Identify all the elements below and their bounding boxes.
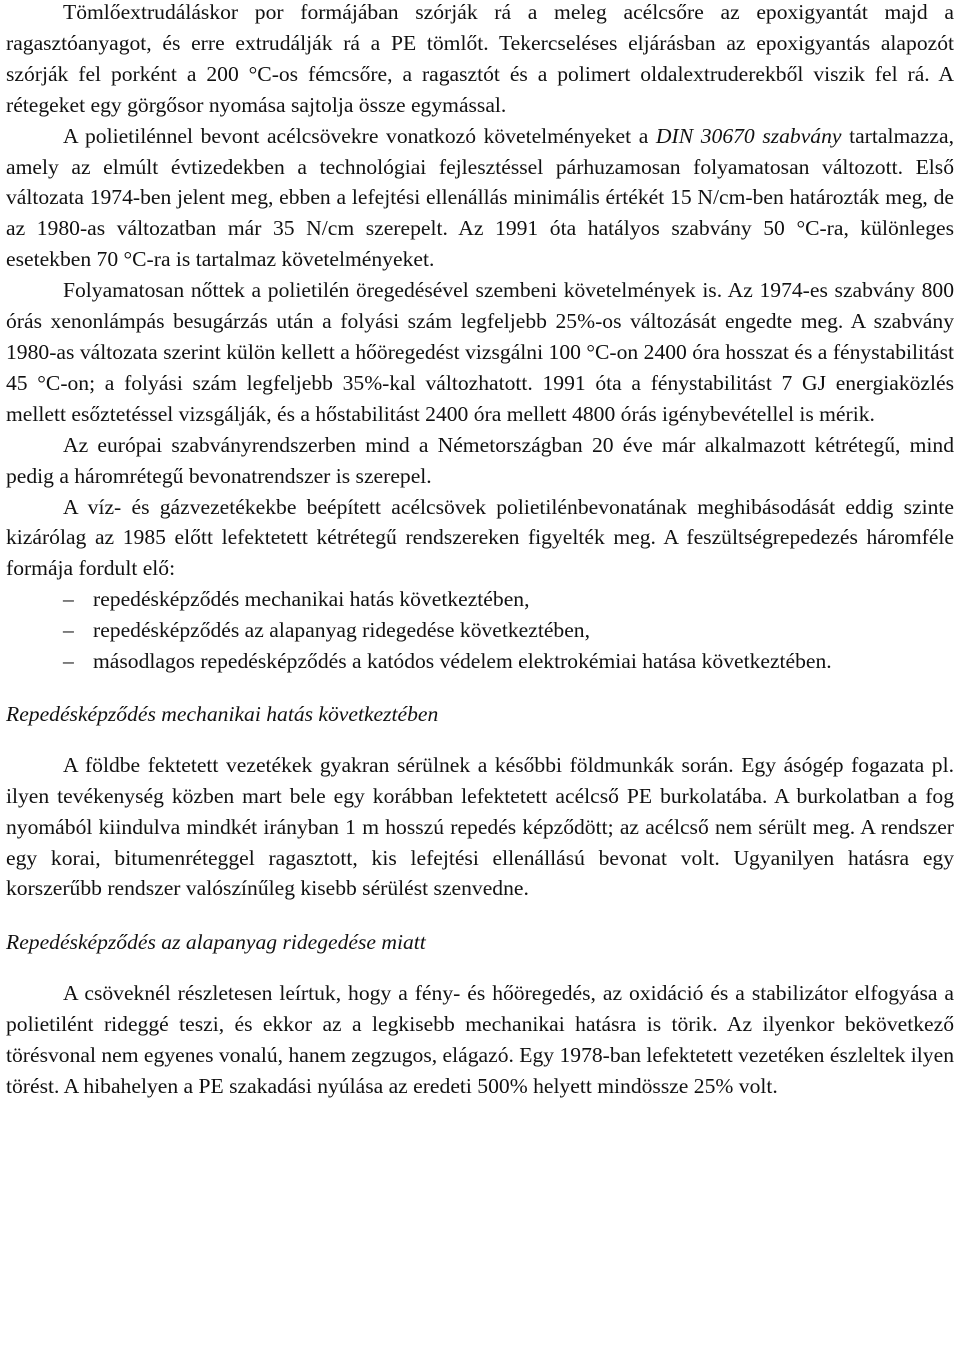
- dash-bullet: –: [63, 649, 74, 674]
- section-heading-embrittlement: Repedésképződés az alapanyag ridegedése miatt: [6, 930, 426, 955]
- section-heading-mechanical: Repedésképződés mechanikai hatás következtében: [6, 701, 439, 726]
- list-item-text: repedésképződés az alapanyag ridegedése következtében,: [93, 618, 590, 643]
- dash-bullet: –: [63, 587, 74, 612]
- paragraph-embrittlement: A csöveknél részletesen leírtuk, hogy a fény- és hőöregedés, az oxidáció és a stabilizátor elfogyása a polietilént rideggé teszi, és ekkor az a legkisebb mechanikai hatásra is törik. Az ilyenkor bekövetkező törésvonal nem egyenes vonalú, hanem zegzugos, elágazó. Egy 1978-ban lefektetett vezetéken észleltek ilyen törést. A hibahelyen a PE szakadási nyúlása az eredeti 500% helyett mindössze 25% volt.: [6, 981, 954, 1098]
- paragraph-failures: A víz- és gázvezetékekbe beépített acélcsövek polietilénbevonatának meghibásodását eddig szinte kizárólag az 1985 előtt lefektetett kétrétegű rendszereken figyelték meg. A feszültségrepedezés háromféle formája fordult elő:: [6, 494, 954, 581]
- paragraph-mechanical-damage: A földbe fektetett vezetékek gyakran sérülnek a későbbi földmunkák során. Egy ásógép fogazata pl. ilyen tevékenység közben mart bele egy korábban lefektetett acélcső PE burkolatába. A burkolatban a fog nyomából kiindulva mindkét irányban 1 m hosszú repedés képződött; az acélcső nem sérült meg. A rendszer egy korai, bitumenréteggel ragasztott, kis lefejtési ellenállású bevonat volt. Ugyanilyen hatásra egy korszerűbb rendszer valószínűleg kisebb sérülést szenvedne.: [6, 752, 954, 901]
- paragraph-din-standard: [6, 121, 954, 276]
- dash-bullet: –: [63, 618, 74, 643]
- paragraph-aging-requirements: Folyamatosan nőttek a polietilén öregedésével szembeni követelmények is. Az 1974-es szabvány 800 órás xenonlámpás besugárzás után a folyási szám legfeljebb 25%-os változását engedte meg. A szabvány 1980-as változata szerint külön kellett a hőöregedést vizsgálni 100 °C-on 2400 óra hosszat és a fénystabilitást 45 °C-on; a folyási szám legfeljebb 35%-kal változhatott. 1991 óta a fénystabilitást 7 GJ energiaközlés mellett esőztetéssel vizsgálják, és a hőstabilitást 2400 óra mellett 4800 órás igénybevétellel is mérik.: [6, 278, 954, 426]
- din-standard-name: DIN 30670 szabvány: [655, 123, 842, 148]
- din-body-text: tartalmazza, amely az elmúlt évtizedekben a technológiai fejlesztéssel párhuzamosan folyamatosan változott. Első változata 1974-ben jelent meg, ebben a lefejtési ellenállás minimális értékét 15 N/cm-ben határozták meg, de az 1980-as változatban már 35 N/cm szerepelt. Az 1991 óta hatályos szabvány 50 °C-ra, különleges esetekben 70 °C-ra is tartalmaz követelményeket.: [6, 123, 954, 272]
- document-page: [6, 0, 954, 1102]
- paragraph-european-standards: Az európai szabványrendszerben mind a Németországban 20 éve már alkalmazott kétrétegű, mind pedig a háromrétegű bevonatrendszer is szerepel.: [6, 432, 954, 488]
- list-item-text: másodlagos repedésképződés a katódos védelem elektrokémiai hatása következtében.: [93, 649, 832, 674]
- list-item: [6, 584, 954, 615]
- paragraph-extrusion: Tömlőextrudáláskor por formájában szórják rá a meleg acélcsőre az epoxigyantát majd a ragasztóanyagot, és erre extrudálják rá a PE tömlőt. Tekercseléses eljárásban az epoxigyantás alapozót szórják fel porként a 200 °C-os fémcsőre, a ragasztót és a polimert oldalextruderekből viszik fel rá. A rétegeket egy görgősor nyomása sajtolja össze egymással.: [6, 0, 954, 117]
- din-intro-text: A polietilénnel bevont acélcsövekre vonatkozó követelményeket a: [63, 123, 656, 148]
- crack-forms-list: [6, 584, 954, 677]
- list-item: [6, 615, 954, 646]
- list-item-text: repedésképződés mechanikai hatás következtében,: [93, 587, 530, 612]
- list-item: [6, 646, 954, 677]
